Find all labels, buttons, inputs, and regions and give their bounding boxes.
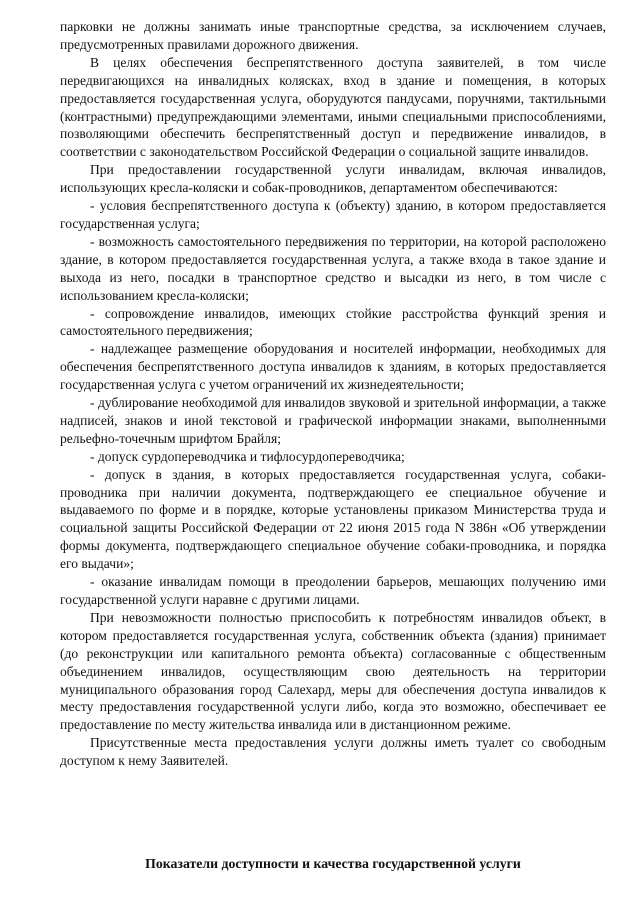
paragraph-parking: парковки не должны занимать иные транспортные средства, за исключением случаев, предусмотренных правилами дорожного движения. xyxy=(60,19,606,52)
paragraph-restroom: Присутственные места предоставления услуги должны иметь туалет со свободным доступом к нему Заявителей. xyxy=(60,735,606,769)
paragraph-barrier-free-access: В целях обеспечения беспрепятственного доступа заявителей, в том числе передвигающихся на инвалидных колясках, вход в здание и помещения, в которых предоставляется государственная услуга, оборудуются пандусами, поручнями, тактильными (контрастными) предупреждающими элементами, иными специальными приспособлениями, позволяющими обеспечить беспрепятственный доступ и передвижение инвалидов, в соответствии с законодательством Российской Федерации о социальной защите инвалидов. xyxy=(60,54,606,160)
list-item-assistance: - оказание инвалидам помощи в преодолении барьеров, мешающих получению ими государственной услуги наравне с другими лицами. xyxy=(60,574,606,607)
paragraph-services-for-disabled: При предоставлении государственной услуги инвалидам, включая инвалидов, использующих кресла-коляски и собак-проводников, департаментом обеспечиваются: xyxy=(60,162,606,196)
section-heading: Показатели доступности и качества государственной услуги xyxy=(145,856,521,871)
list-item-guide-dog: - допуск в здания, в которых предоставляется государственная услуга, собаки-проводника при наличии документа, подтверждающего ее специальное обучение и выдаваемого по форме и в порядке, которые установлены приказом Министерства труда и социальной защиты Российской Федерации от 22 июня 2015 года N 386н «Об утверждении формы документа, подтверждающего специальное обучение собаки-проводника, и порядка его выдачи»; xyxy=(60,466,606,572)
list-item-equipment-placement: - надлежащее размещение оборудования и носителей информации, необходимых для обеспечения беспрепятственного доступа инвалидов к зданиям, в которых предоставляется государственная услуга с учетом ограничений их жизнедеятельности; xyxy=(60,341,606,393)
list-item-independent-movement: - возможность самостоятельного передвижения по территории, на которой расположено здание, в котором предоставляется государственная услуга, а также входа в такое здание и выхода из него, посадки в транспортное средство и высадки из него, в том числе с использованием кресла-коляски; xyxy=(60,233,606,303)
list-item-sign-interpreter: - допуск сурдопереводчика и тифлосурдопереводчика; xyxy=(90,448,405,464)
list-item-access-conditions: - условия беспрепятственного доступа к (объекту) зданию, в котором предоставляется государственная услуга; xyxy=(60,198,606,231)
list-item-information-duplication: - дублирование необходимой для инвалидов звуковой и зрительной информации, а также надписей, знаков и иной текстовой и графической информации знаками, выполненными рельефно-точечным шрифтом Брайля; xyxy=(60,395,606,446)
list-item-escort: - сопровождение инвалидов, имеющих стойкие расстройства функций зрения и самостоятельного передвижения; xyxy=(60,305,606,339)
document-body xyxy=(60,18,606,770)
paragraph-adaptation-impossible: При невозможности полностью приспособить к потребностям инвалидов объект, в котором предоставляется государственная услуга, собственник объекта (здания) принимает (до реконструкции или капитального ремонта объекта) согласованные с общественным объединением инвалидов, осуществляющим свою деятельность на территории муниципального образования город Салехард, меры для обеспечения доступа инвалидов к месту предоставления государственной услуги либо, когда это возможно, обеспечивает ее предоставление по месту жительства инвалида или в дистанционном режиме. xyxy=(60,609,606,733)
